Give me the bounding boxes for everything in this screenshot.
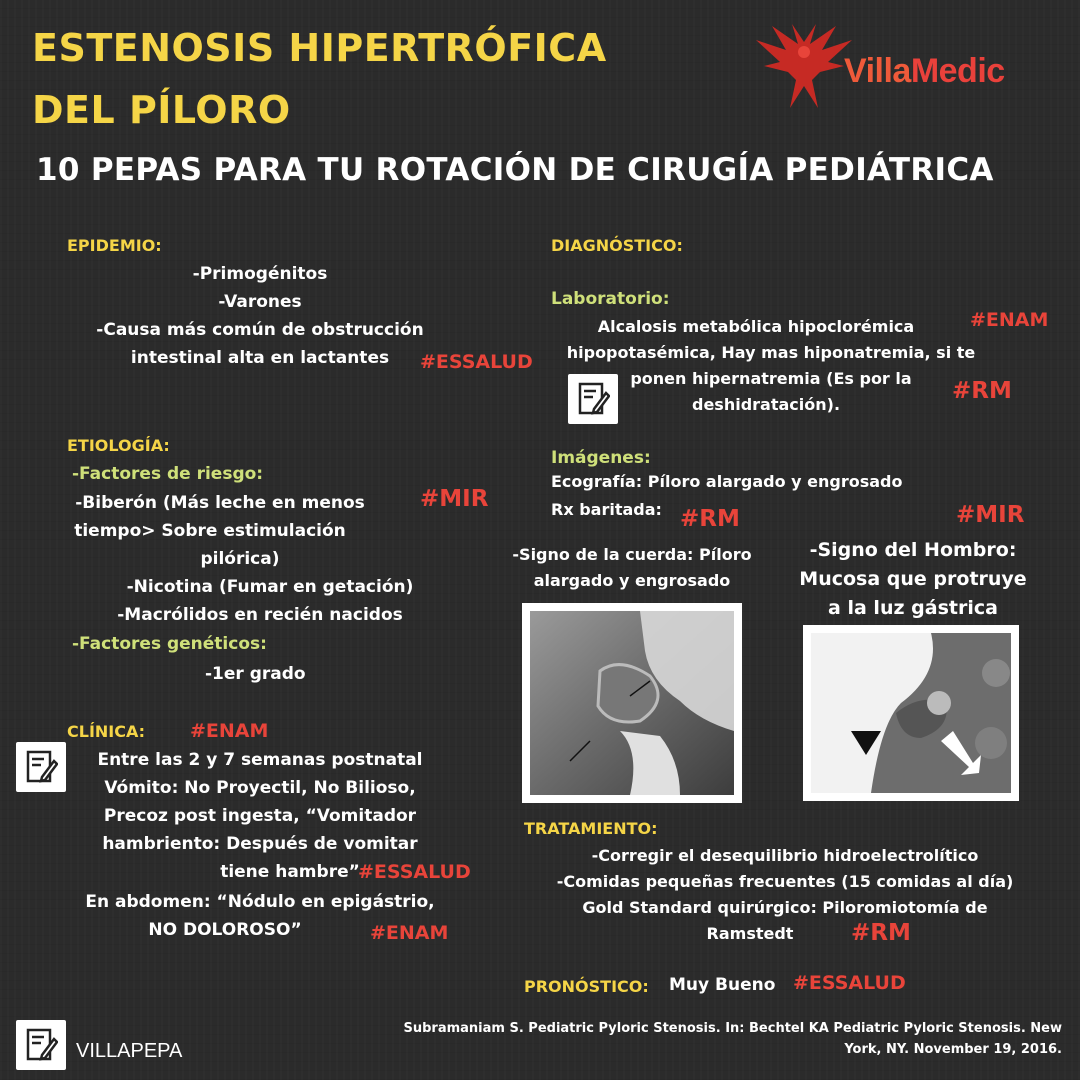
- diagnostico-heading: DIAGNÓSTICO:: [551, 236, 683, 255]
- clinica-tag-2: #ESSALUD: [358, 861, 471, 883]
- hombro-line: a la luz gástrica: [828, 597, 998, 619]
- epidemio-list: [70, 260, 450, 372]
- phoenix-logo-icon: [752, 22, 857, 110]
- clinica-line: tiene hambre”: [220, 862, 360, 882]
- subtitle: 10 PEPAS PARA TU ROTACIÓN DE CIRUGÍA PEDIÁTRICA: [36, 152, 994, 188]
- xray-cuerda-image: [522, 603, 742, 803]
- pronostico-heading: PRONÓSTICO:: [524, 977, 649, 996]
- clinica-tag-3: #ENAM: [370, 922, 449, 944]
- riesgo-item: -Macrólidos en recién nacidos: [117, 605, 403, 625]
- notepad-pencil-icon: [568, 374, 618, 424]
- epidemio-item: -Primogénitos: [192, 264, 328, 284]
- title-line-1: ESTENOSIS HIPERTRÓFICA: [32, 26, 607, 70]
- imagenes-heading: Imágenes:: [551, 448, 651, 468]
- lab-tag-rm: #RM: [952, 378, 1012, 404]
- laboratorio-text: [556, 314, 1016, 418]
- ecografia-text: Ecografía: Píloro alargado y engrosado: [551, 472, 903, 491]
- epidemio-heading: EPIDEMIO:: [67, 236, 162, 255]
- footer-label: VILLAPEPA: [76, 1040, 183, 1062]
- riesgo-heading: -Factores de riesgo:: [72, 464, 264, 484]
- epidemio-item: intestinal alta en lactantes: [130, 348, 390, 368]
- cuerda-text: [500, 542, 764, 594]
- tratamiento-list: [530, 843, 1040, 947]
- hombro-line: Mucosa que protruye: [799, 568, 1027, 590]
- cuerda-line: -Signo de la cuerda: Píloro: [512, 545, 752, 564]
- laboratorio-heading: Laboratorio:: [551, 289, 670, 309]
- clinica-line: Precoz post ingesta, “Vomitador: [103, 806, 417, 826]
- brand-name-villa: Villa: [844, 52, 911, 90]
- lab-line: hipopotasémica, Hay mas hiponatremia, si te: [566, 343, 976, 362]
- etiologia-heading: ETIOLOGÍA:: [67, 436, 170, 455]
- lab-tag-enam: #ENAM: [970, 309, 1049, 331]
- riesgo-item: tiempo> Sobre estimulación: [74, 521, 346, 541]
- tratamiento-tag: #RM: [851, 920, 911, 946]
- epidemio-item: -Varones: [218, 292, 302, 312]
- riesgo-item: -Nicotina (Fumar en getación): [126, 577, 414, 597]
- lab-line: ponen hipernatremia (Es por la: [630, 369, 912, 388]
- riesgo-item: pilórica): [200, 549, 280, 569]
- tratamiento-line: -Comidas pequeñas frecuentes (15 comidas al día): [556, 872, 1014, 891]
- notepad-pencil-icon: [16, 742, 66, 792]
- brand-name-medic: Medic: [910, 52, 1005, 90]
- clinica-list: [70, 746, 450, 944]
- reference-line: Subramaniam S. Pediatric Pyloric Stenosis. In: Bechtel KA Pediatric Pyloric Stenosis. New: [403, 1021, 1062, 1036]
- hombro-tag: #MIR: [956, 502, 1025, 528]
- hombro-line: -Signo del Hombro:: [809, 539, 1017, 561]
- tratamiento-heading: TRATAMIENTO:: [524, 819, 658, 838]
- pronostico-value: Muy Bueno: [669, 975, 776, 995]
- rx-tag: #RM: [680, 506, 740, 532]
- tratamiento-line: -Corregir el desequilibrio hidroelectrolítico: [591, 846, 979, 865]
- clinica-heading: CLÍNICA:: [67, 722, 146, 741]
- geneticos-item: -1er grado: [205, 664, 306, 684]
- epidemio-tag: #ESSALUD: [420, 351, 533, 373]
- clinica-line: En abdomen: “Nódulo en epigástrio,: [85, 892, 435, 912]
- clinica-line: Vómito: No Proyectil, No Bilioso,: [104, 778, 416, 798]
- lab-line: deshidratación).: [691, 395, 841, 414]
- riesgo-tag: #MIR: [420, 486, 489, 512]
- clinica-line: hambriento: Después de vomitar: [102, 834, 418, 854]
- clinica-line: Entre las 2 y 7 semanas postnatal: [97, 750, 423, 770]
- tratamiento-line: Gold Standard quirúrgico: Piloromiotomía de: [582, 898, 988, 917]
- notepad-pencil-icon: [16, 1020, 66, 1070]
- clinica-line: NO DOLOROSO”: [148, 920, 302, 940]
- rx-text: Rx baritada:: [551, 500, 662, 519]
- lab-line: Alcalosis metabólica hipoclorémica: [597, 317, 915, 336]
- clinica-tag-1: #ENAM: [190, 720, 269, 742]
- epidemio-item: -Causa más común de obstrucción: [96, 320, 424, 340]
- reference-line: York, NY. November 19, 2016.: [844, 1042, 1062, 1057]
- cuerda-line: alargado y engrosado: [533, 571, 731, 590]
- title-line-2: DEL PÍLORO: [32, 88, 291, 132]
- geneticos-heading: -Factores genéticos:: [72, 634, 267, 654]
- riesgo-item: -Biberón (Más leche en menos: [75, 493, 365, 513]
- hombro-text: [778, 536, 1048, 623]
- reference: [330, 1018, 1062, 1060]
- pronostico-tag: #ESSALUD: [793, 972, 906, 994]
- xray-hombro-image: [803, 625, 1019, 801]
- tratamiento-line: Ramstedt: [706, 924, 794, 943]
- brand-logo: [752, 22, 1052, 112]
